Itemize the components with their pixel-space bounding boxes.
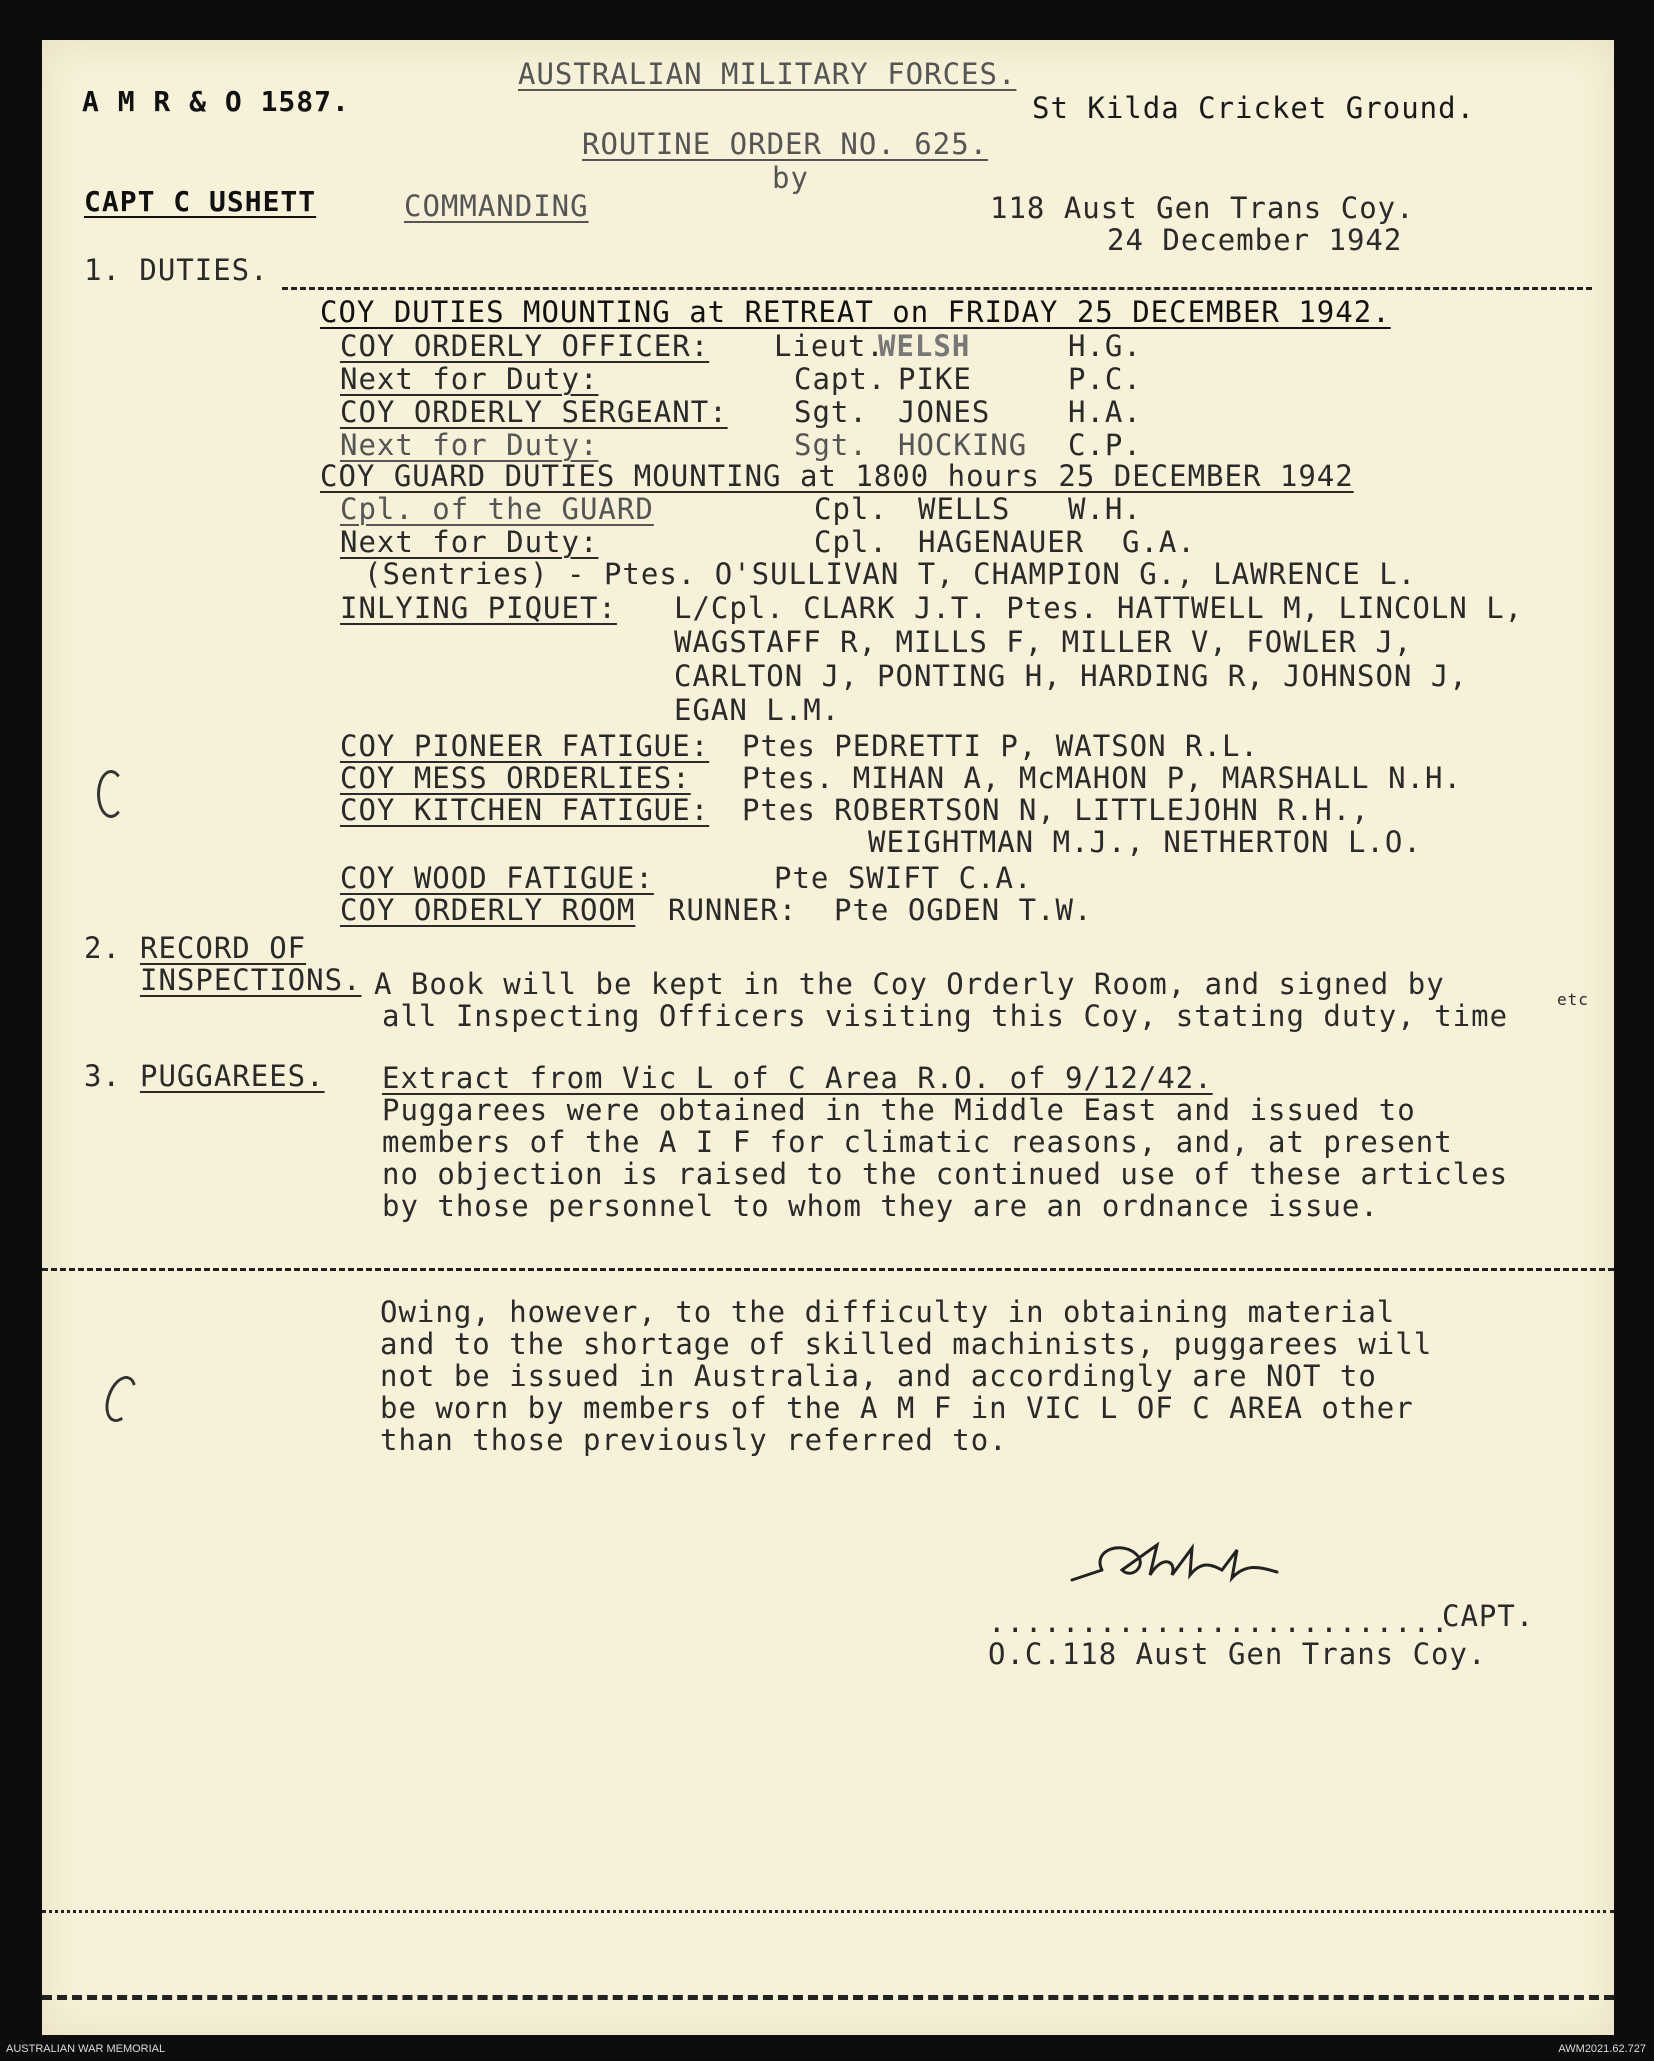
puggarees-number: 3. [84,1059,121,1093]
guard-role: Next for Duty: [340,525,599,559]
section-duties-heading: 1. DUTIES. [84,253,269,287]
punch-hole-bottom [100,1372,143,1427]
duty-rank: Capt. [794,362,887,396]
puggarees-line: and to the shortage of skilled machinists, puggarees will [380,1327,1433,1361]
commander-name: CAPT C USHETT [84,185,317,218]
duty-initials: P.C. [1068,362,1142,396]
order-date: 24 December 1942 [1107,223,1403,257]
runner-value: Pte OGDEN T.W. [834,893,1093,927]
fatigue-value: Ptes ROBERTSON N, LITTLEJOHN R.H., [742,793,1370,827]
inspections-number: 2. [84,931,121,965]
kitchen-continuation: WEIGHTMAN M.J., NETHERTON L.O. [868,825,1422,859]
duty-rank: Sgt. [794,395,868,429]
duty-initials: C.P. [1068,428,1142,462]
piquet-line: CARLTON J, PONTING H, HARDING R, JOHNSON J, [674,659,1468,693]
inspections-title-2: INSPECTIONS. [140,963,362,997]
puggarees-line: Puggarees were obtained in the Middle East and issued to [382,1093,1416,1127]
signature-title: O.C.118 Aust Gen Trans Coy. [988,1637,1487,1671]
duty-initials: H.A. [1068,395,1142,429]
piquet-line: WAGSTAFF R, MILLS F, MILLER V, FOWLER J, [674,625,1413,659]
guard-initials: G.A. [1122,525,1196,559]
duty-role: Next for Duty: [340,362,599,396]
duty-name: PIKE [898,362,972,396]
piquet-line: L/Cpl. CLARK J.T. Ptes. HATTWELL M, LINCOLN L, [674,591,1524,625]
inspections-text: all Inspecting Officers visiting this Coy, stating duty, time [382,999,1509,1033]
guard-name: HAGENAUER [918,525,1085,559]
inspections-title: RECORD OF [140,931,307,965]
sentries-line: (Sentries) - Ptes. O'SULLIVAN T, CHAMPION G., LAWRENCE L. [364,557,1417,591]
puggarees-line: Owing, however, to the difficulty in obtaining material [380,1295,1396,1329]
duty-role: Next for Duty: [340,428,599,462]
fatigue-label: COY PIONEER FATIGUE: [340,729,710,763]
puggarees-line: than those previously referred to. [380,1423,1008,1457]
duty-initials: H.G. [1068,329,1142,363]
duty-role: COY ORDERLY SERGEANT: [340,395,728,429]
puggarees-line: members of the A I F for climatic reasons, and, at present [382,1125,1453,1159]
runner-label-2: RUNNER: [668,893,798,927]
signature-dots: ......................... [988,1605,1450,1639]
fatigue-label: COY KITCHEN FATIGUE: [340,793,710,827]
duty-role: COY ORDERLY OFFICER: [340,329,710,363]
duty-name: HOCKING [898,428,1028,462]
force-title: AUSTRALIAN MILITARY FORCES. [518,57,1017,91]
fatigue-value: Ptes PEDRETTI P, WATSON R.L. [742,729,1259,763]
duty-rank: Lieut. [774,329,885,363]
duty-rank: Sgt. [794,428,868,462]
signature-rank: CAPT. [1442,1599,1535,1633]
puggarees-title: PUGGAREES. [140,1059,325,1093]
duty-name: JONES [898,395,991,429]
puggarees-extract: Extract from Vic L of C Area R.O. of 9/12/42. [382,1061,1213,1095]
inspections-text-end: etc [1557,990,1589,1009]
duties-mounting: COY DUTIES MOUNTING at RETREAT on FRIDAY 25 DECEMBER 1942. [320,295,1391,329]
guard-rank: Cpl. [814,492,888,526]
piquet-label: INLYING PIQUET: [340,591,617,625]
guard-rank: Cpl. [814,525,888,559]
location: St Kilda Cricket Ground. [1032,91,1476,125]
runner-label: COY ORDERLY ROOM [340,893,636,927]
commanding-label: COMMANDING [404,189,589,223]
duty-name: WELSH [878,329,971,363]
divider-middle [42,1268,1614,1271]
footer-left: AUSTRALIAN WAR MEMORIAL [6,2043,166,2055]
puggarees-line: no objection is raised to the continued use of these articles [382,1157,1509,1191]
guard-initials: W.H. [1068,492,1142,526]
fatigue-label: COY MESS ORDERLIES: [340,761,691,795]
puggarees-line: be worn by members of the A M F in VIC L OF C AREA other [380,1391,1414,1425]
document-page [42,40,1614,2035]
divider-top [282,287,1592,290]
footer-right: AWM2021.62.727 [1558,2043,1646,2055]
puggarees-line: not be issued in Australia, and accordingly are NOT to [380,1359,1377,1393]
inspections-text: A Book will be kept in the Coy Orderly Room, and signed by [374,967,1445,1001]
unit-name: 118 Aust Gen Trans Coy. [990,191,1415,225]
guard-mounting: COY GUARD DUTIES MOUNTING at 1800 hours 25 DECEMBER 1942 [320,459,1354,493]
guard-role: Cpl. of the GUARD [340,492,654,526]
punch-hole-top [97,770,125,818]
handwritten-signature [1062,1520,1362,1600]
ref-number: A M R & O 1587. [82,85,350,118]
wood-fatigue-value: Pte SWIFT C.A. [774,861,1033,895]
piquet-line: EGAN L.M. [674,693,841,727]
divider-bottom [42,1910,1614,1913]
order-number: ROUTINE ORDER NO. 625. [582,127,989,161]
page-bottom-edge [42,1995,1614,2000]
fatigue-value: Ptes. MIHAN A, McMAHON P, MARSHALL N.H. [742,761,1462,795]
by-label: by [772,161,809,195]
guard-name: WELLS [918,492,1011,526]
wood-fatigue-label: COY WOOD FATIGUE: [340,861,654,895]
puggarees-line: by those personnel to whom they are an ordnance issue. [382,1189,1379,1223]
